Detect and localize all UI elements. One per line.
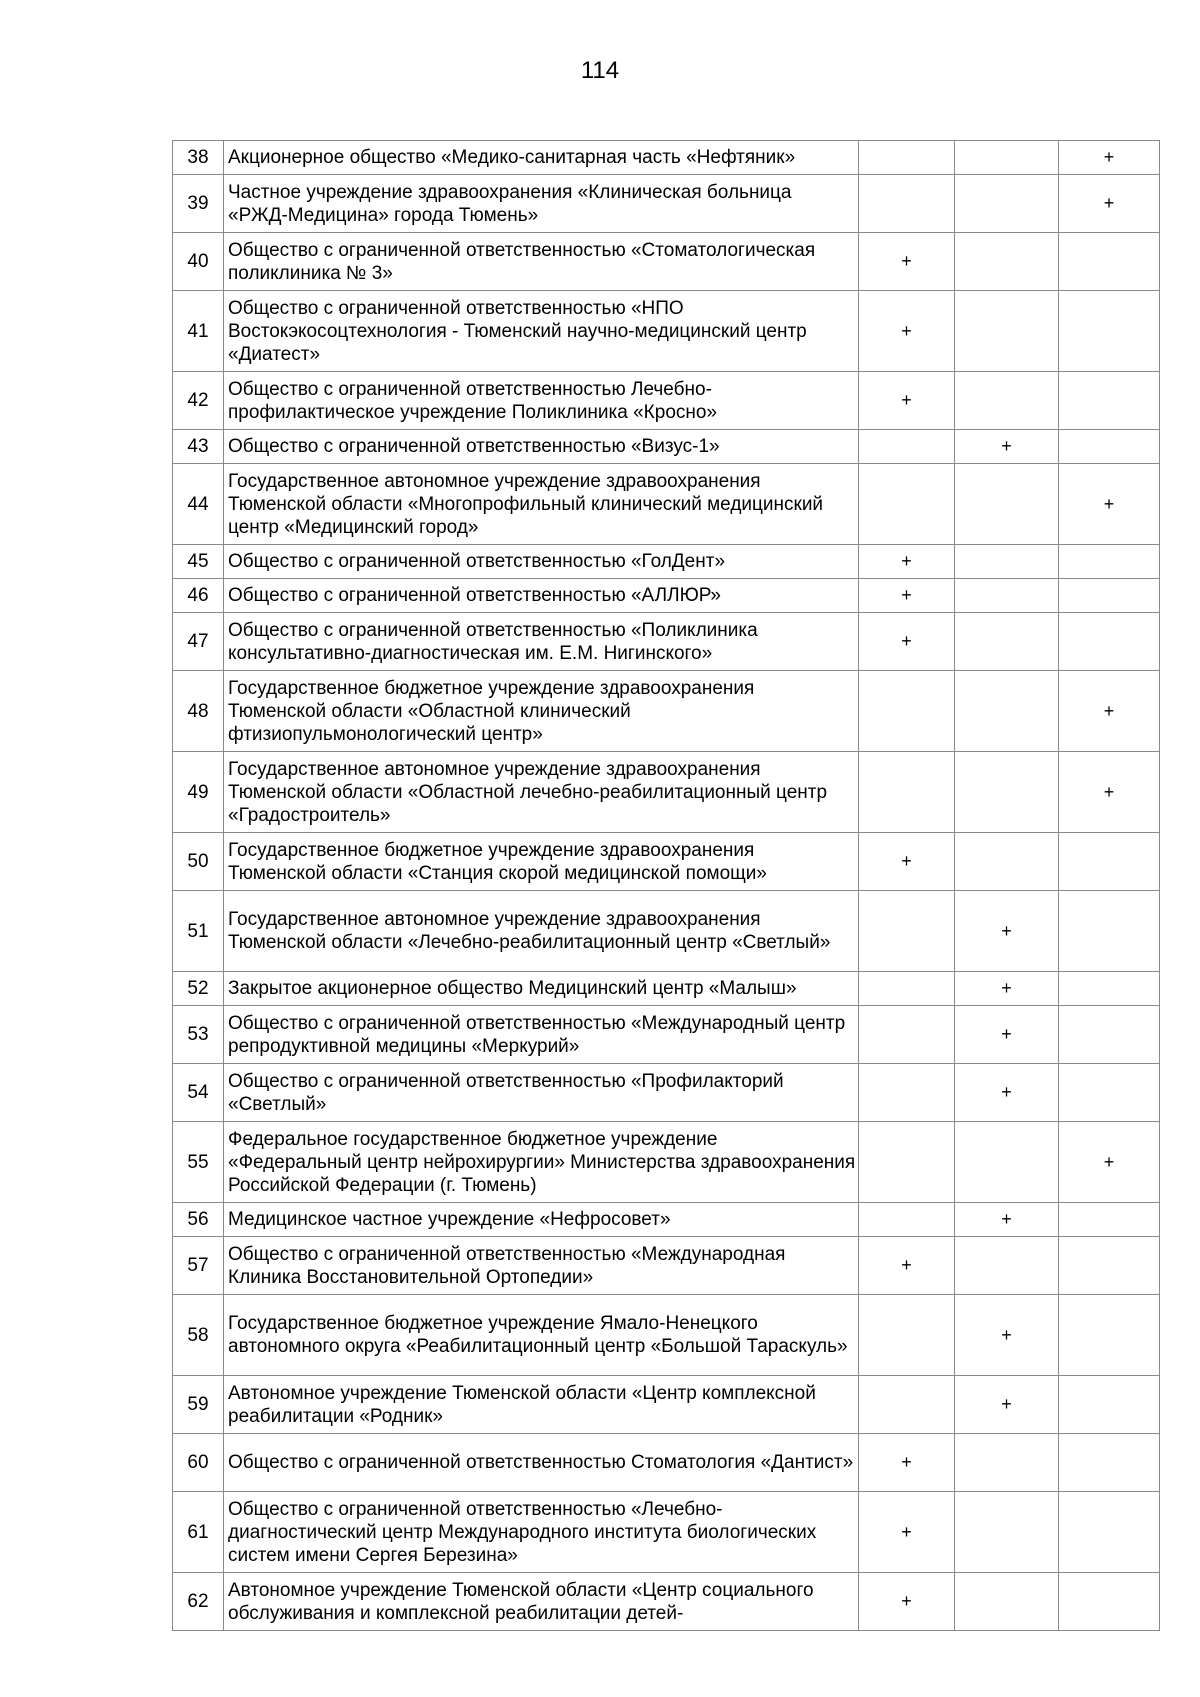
mark-column-2-cell [955, 291, 1059, 372]
mark-column-1-cell [859, 1064, 955, 1122]
institution-name-cell: Общество с ограниченной ответственностью «Поликлиника консультативно-диагностическая им. Е.М. Нигинского» [224, 613, 859, 671]
row-number-cell: 51 [173, 891, 224, 972]
mark-column-3-cell [1059, 1492, 1160, 1573]
mark-column-3-cell [1059, 613, 1160, 671]
mark-column-2-cell: + [955, 891, 1059, 972]
mark-column-1-cell [859, 671, 955, 752]
mark-column-3-cell [1059, 833, 1160, 891]
mark-column-3-cell [1059, 1237, 1160, 1295]
mark-column-3-cell: + [1059, 464, 1160, 545]
mark-column-3-cell [1059, 1295, 1160, 1376]
table-row [173, 430, 1160, 464]
mark-column-2-cell: + [955, 1064, 1059, 1122]
mark-column-3-cell [1059, 291, 1160, 372]
institution-name-cell: Общество с ограниченной ответственностью «НПО Востокэкосоцтехнология - Тюменский научно-медицинский центр «Диатест» [224, 291, 859, 372]
table-row [173, 545, 1160, 579]
row-number-cell: 57 [173, 1237, 224, 1295]
row-number-cell: 59 [173, 1376, 224, 1434]
institution-name-cell: Государственное бюджетное учреждение здравоохранения Тюменской области «Областной клинический фтизиопульмонологический центр» [224, 671, 859, 752]
institution-name-cell: Частное учреждение здравоохранения «Клиническая больница «РЖД-Медицина» города Тюмень» [224, 175, 859, 233]
mark-column-1-cell [859, 1376, 955, 1434]
institution-name-cell: Общество с ограниченной ответственностью «Международная Клиника Восстановительной Ортопедии» [224, 1237, 859, 1295]
mark-column-2-cell [955, 833, 1059, 891]
institution-name-cell: Государственное автономное учреждение здравоохранения Тюменской области «Лечебно-реабилитационный центр «Светлый» [224, 891, 859, 972]
table-row [173, 833, 1160, 891]
institution-name-cell: Государственное бюджетное учреждение Ямало-Ненецкого автономного округа «Реабилитационный центр «Большой Тараскуль» [224, 1295, 859, 1376]
institution-name-cell: Федеральное государственное бюджетное учреждение «Федеральный центр нейрохирургии» Министерства здравоохранения Российской Федерации (г. Тюмень) [224, 1122, 859, 1203]
mark-column-3-cell [1059, 233, 1160, 291]
row-number-cell: 40 [173, 233, 224, 291]
mark-column-3-cell: + [1059, 1122, 1160, 1203]
mark-column-2-cell: + [955, 1203, 1059, 1237]
row-number-cell: 49 [173, 752, 224, 833]
mark-column-2-cell [955, 613, 1059, 671]
row-number-cell: 58 [173, 1295, 224, 1376]
institution-name-cell: Общество с ограниченной ответственностью «Профилакторий «Светлый» [224, 1064, 859, 1122]
row-number-cell: 55 [173, 1122, 224, 1203]
row-number-cell: 50 [173, 833, 224, 891]
mark-column-1-cell [859, 1203, 955, 1237]
row-number-cell: 62 [173, 1573, 224, 1631]
institution-name-cell: Общество с ограниченной ответственностью «Лечебно-диагностический центр Международного института биологических систем имени Сергея Березина» [224, 1492, 859, 1573]
institution-name-cell: Автономное учреждение Тюменской области «Центр комплексной реабилитации «Родник» [224, 1376, 859, 1434]
mark-column-2-cell [955, 175, 1059, 233]
table-row [173, 613, 1160, 671]
mark-column-2-cell [955, 752, 1059, 833]
table-row [173, 1295, 1160, 1376]
mark-column-1-cell [859, 464, 955, 545]
row-number-cell: 39 [173, 175, 224, 233]
mark-column-2-cell: + [955, 430, 1059, 464]
mark-column-1-cell: + [859, 1434, 955, 1492]
row-number-cell: 46 [173, 579, 224, 613]
mark-column-1-cell [859, 141, 955, 175]
mark-column-3-cell [1059, 1203, 1160, 1237]
row-number-cell: 43 [173, 430, 224, 464]
mark-column-2-cell [955, 233, 1059, 291]
mark-column-3-cell [1059, 1006, 1160, 1064]
mark-column-3-cell [1059, 1573, 1160, 1631]
table-row [173, 141, 1160, 175]
mark-column-2-cell [955, 579, 1059, 613]
mark-column-1-cell: + [859, 233, 955, 291]
mark-column-1-cell [859, 1006, 955, 1064]
mark-column-1-cell: + [859, 372, 955, 430]
mark-column-3-cell [1059, 372, 1160, 430]
institution-name-cell: Общество с ограниченной ответственностью «АЛЛЮР» [224, 579, 859, 613]
mark-column-1-cell [859, 1122, 955, 1203]
mark-column-1-cell: + [859, 613, 955, 671]
mark-column-2-cell [955, 372, 1059, 430]
table-row [173, 1492, 1160, 1573]
mark-column-2-cell [955, 141, 1059, 175]
mark-column-1-cell [859, 1295, 955, 1376]
row-number-cell: 41 [173, 291, 224, 372]
row-number-cell: 42 [173, 372, 224, 430]
mark-column-3-cell [1059, 891, 1160, 972]
mark-column-1-cell [859, 430, 955, 464]
mark-column-3-cell [1059, 579, 1160, 613]
mark-column-1-cell: + [859, 833, 955, 891]
table-row [173, 233, 1160, 291]
mark-column-1-cell: + [859, 291, 955, 372]
row-number-cell: 47 [173, 613, 224, 671]
institution-name-cell: Автономное учреждение Тюменской области «Центр социального обслуживания и комплексной реабилитации детей- [224, 1573, 859, 1631]
mark-column-3-cell: + [1059, 752, 1160, 833]
mark-column-2-cell [955, 1434, 1059, 1492]
mark-column-3-cell: + [1059, 671, 1160, 752]
institution-name-cell: Общество с ограниченной ответственностью Лечебно-профилактическое учреждение Поликлиника «Кросно» [224, 372, 859, 430]
mark-column-2-cell [955, 1492, 1059, 1573]
mark-column-2-cell [955, 464, 1059, 545]
institution-name-cell: Общество с ограниченной ответственностью «Международный центр репродуктивной медицины «Меркурий» [224, 1006, 859, 1064]
table-row [173, 464, 1160, 545]
table-row [173, 752, 1160, 833]
mark-column-1-cell: + [859, 1492, 955, 1573]
mark-column-1-cell: + [859, 1237, 955, 1295]
institution-name-cell: Общество с ограниченной ответственностью «Стоматологическая поликлиника № 3» [224, 233, 859, 291]
table-row [173, 891, 1160, 972]
institution-name-cell: Государственное автономное учреждение здравоохранения Тюменской области «Областной лечебно-реабилитационный центр «Градостроитель» [224, 752, 859, 833]
row-number-cell: 52 [173, 972, 224, 1006]
mark-column-1-cell: + [859, 545, 955, 579]
table-row [173, 372, 1160, 430]
table-row [173, 1122, 1160, 1203]
mark-column-3-cell [1059, 972, 1160, 1006]
mark-column-1-cell [859, 752, 955, 833]
mark-column-2-cell: + [955, 1295, 1059, 1376]
mark-column-2-cell [955, 1237, 1059, 1295]
mark-column-2-cell [955, 1573, 1059, 1631]
mark-column-2-cell: + [955, 1006, 1059, 1064]
table-row [173, 1376, 1160, 1434]
row-number-cell: 53 [173, 1006, 224, 1064]
row-number-cell: 48 [173, 671, 224, 752]
institution-name-cell: Государственное автономное учреждение здравоохранения Тюменской области «Многопрофильный клинический медицинский центр «Медицинский город» [224, 464, 859, 545]
institution-name-cell: Общество с ограниченной ответственностью «ГолДент» [224, 545, 859, 579]
mark-column-2-cell: + [955, 972, 1059, 1006]
mark-column-3-cell: + [1059, 175, 1160, 233]
row-number-cell: 54 [173, 1064, 224, 1122]
institution-name-cell: Закрытое акционерное общество Медицинский центр «Малыш» [224, 972, 859, 1006]
mark-column-2-cell [955, 545, 1059, 579]
mark-column-2-cell [955, 1122, 1059, 1203]
row-number-cell: 44 [173, 464, 224, 545]
mark-column-3-cell [1059, 1434, 1160, 1492]
mark-column-3-cell: + [1059, 141, 1160, 175]
table-row [173, 1573, 1160, 1631]
mark-column-3-cell [1059, 1376, 1160, 1434]
mark-column-2-cell [955, 671, 1059, 752]
row-number-cell: 56 [173, 1203, 224, 1237]
table-body [173, 141, 1160, 1631]
mark-column-1-cell [859, 972, 955, 1006]
row-number-cell: 60 [173, 1434, 224, 1492]
table-row [173, 1064, 1160, 1122]
table-row [173, 579, 1160, 613]
table-row [173, 1006, 1160, 1064]
table-row [173, 1203, 1160, 1237]
institution-name-cell: Государственное бюджетное учреждение здравоохранения Тюменской области «Станция скорой медицинской помощи» [224, 833, 859, 891]
mark-column-1-cell: + [859, 1573, 955, 1631]
institution-name-cell: Акционерное общество «Медико-санитарная часть «Нефтяник» [224, 141, 859, 175]
table-row [173, 291, 1160, 372]
mark-column-3-cell [1059, 545, 1160, 579]
table-row [173, 1237, 1160, 1295]
mark-column-1-cell: + [859, 579, 955, 613]
mark-column-1-cell [859, 891, 955, 972]
mark-column-1-cell [859, 175, 955, 233]
page-number: 114 [580, 57, 620, 84]
table-row [173, 175, 1160, 233]
institutions-table [172, 140, 1160, 1631]
institution-name-cell: Общество с ограниченной ответственностью Стоматология «Дантист» [224, 1434, 859, 1492]
table-row [173, 1434, 1160, 1492]
table-row [173, 671, 1160, 752]
mark-column-3-cell [1059, 430, 1160, 464]
row-number-cell: 38 [173, 141, 224, 175]
row-number-cell: 45 [173, 545, 224, 579]
row-number-cell: 61 [173, 1492, 224, 1573]
institution-name-cell: Медицинское частное учреждение «Нефросовет» [224, 1203, 859, 1237]
mark-column-3-cell [1059, 1064, 1160, 1122]
institution-name-cell: Общество с ограниченной ответственностью «Визус-1» [224, 430, 859, 464]
table-row [173, 972, 1160, 1006]
mark-column-2-cell: + [955, 1376, 1059, 1434]
